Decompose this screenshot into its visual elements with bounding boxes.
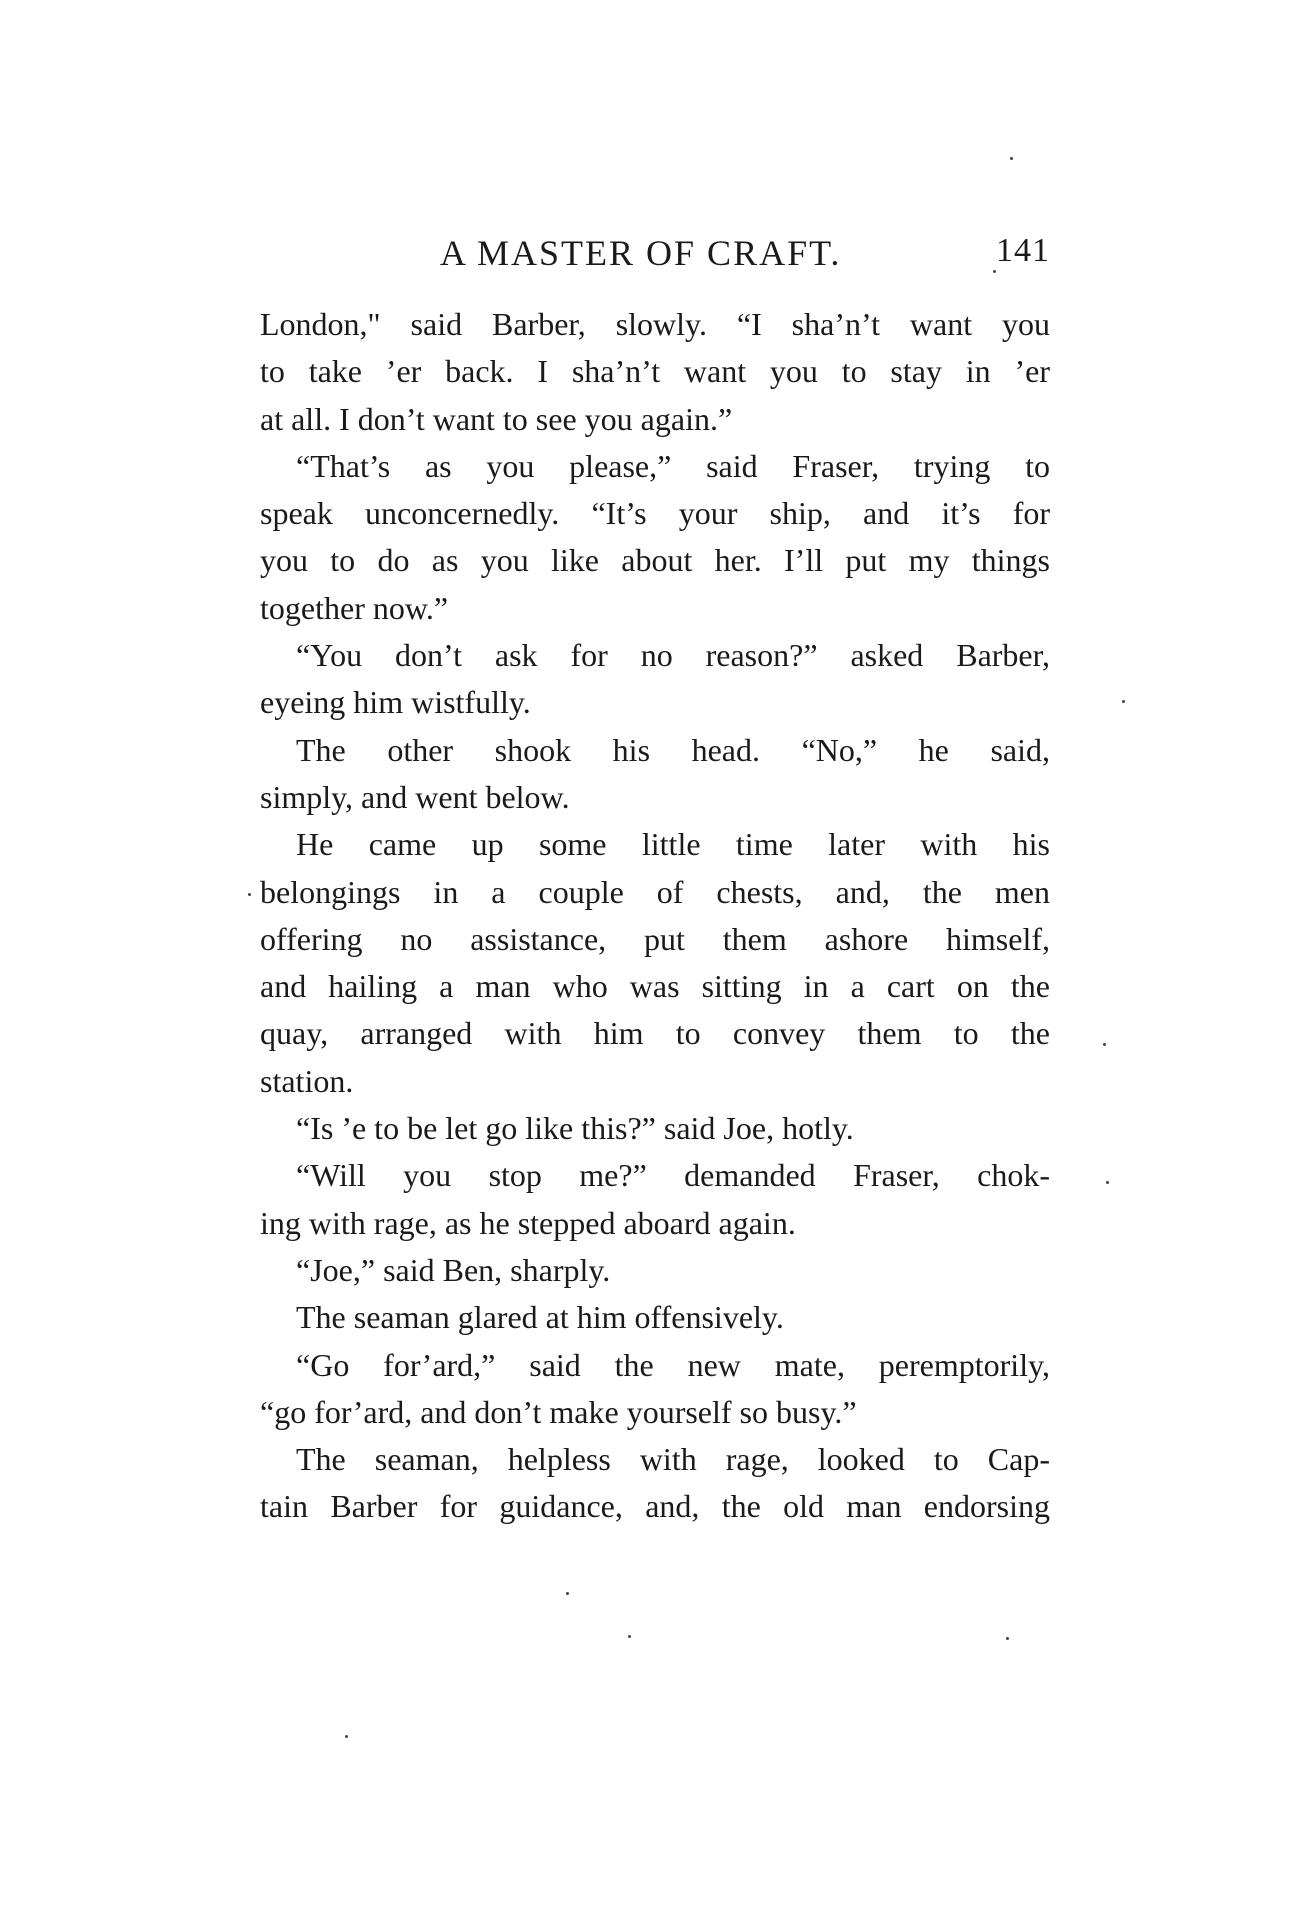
page-number: 141 — [996, 232, 1050, 269]
text-line: to take ’er back. I sha’n’t want you to stay in ’er — [260, 353, 1050, 390]
scan-speck — [248, 893, 251, 896]
text-line: and hailing a man who was sitting in a cart on the — [260, 968, 1050, 1005]
text-line: you to do as you like about her. I’ll put my things — [260, 542, 1050, 579]
text-line: The other shook his head. “No,” he said, — [296, 731, 1050, 768]
text-line: eyeing him wistfully. — [260, 684, 531, 721]
text-line: The seaman glared at him offensively. — [296, 1299, 784, 1336]
scan-speck — [1006, 1637, 1009, 1640]
text-line: “That’s as you please,” said Fraser, trying to — [296, 447, 1050, 484]
text-line: He came up some little time later with his — [296, 826, 1050, 863]
text-line: “Joe,” said Ben, sharply. — [296, 1251, 611, 1288]
scan-speck — [1106, 1181, 1109, 1184]
text-line: London," said Barber, slowly. “I sha’n’t want you — [260, 306, 1050, 342]
text-line: quay, arranged with him to convey them to the — [260, 1015, 1050, 1052]
text-line: “You don’t ask for no reason?” asked Barber, — [296, 637, 1050, 674]
text-line: “Is ’e to be let go like this?” said Joe, hotly. — [296, 1110, 854, 1147]
scan-speck — [628, 1635, 631, 1638]
running-title: A MASTER OF CRAFT. — [440, 233, 842, 273]
text-line: simply, and went below. — [260, 778, 570, 815]
body-text — [260, 301, 1050, 1531]
text-line: “Will you stop me?” demanded Fraser, chok- — [296, 1157, 1050, 1194]
text-line: tain Barber for guidance, and, the old man endorsing — [260, 1488, 1050, 1525]
text-line: station. — [260, 1062, 354, 1099]
scan-speck — [1103, 1043, 1106, 1046]
text-line: together now.” — [260, 589, 449, 626]
scan-speck — [566, 1592, 569, 1595]
text-line: at all. I don’t want to see you again.” — [260, 400, 733, 437]
scan-speck — [1010, 157, 1013, 160]
text-line: ing with rage, as he stepped aboard again. — [260, 1204, 796, 1241]
scan-speck — [1122, 700, 1125, 703]
text-line: belongings in a couple of chests, and, the men — [260, 873, 1050, 910]
text-line: The seaman, helpless with rage, looked to Cap- — [296, 1441, 1050, 1478]
text-line: offering no assistance, put them ashore himself, — [260, 920, 1050, 957]
page-header — [260, 232, 1050, 282]
scan-speck — [345, 1735, 348, 1738]
text-line: “Go for’ard,” said the new mate, peremptorily, — [296, 1346, 1050, 1383]
scan-speck — [993, 270, 996, 273]
text-line: speak unconcernedly. “It’s your ship, and it’s for — [260, 495, 1050, 532]
text-line: “go for’ard, and don’t make yourself so busy.” — [260, 1393, 857, 1430]
